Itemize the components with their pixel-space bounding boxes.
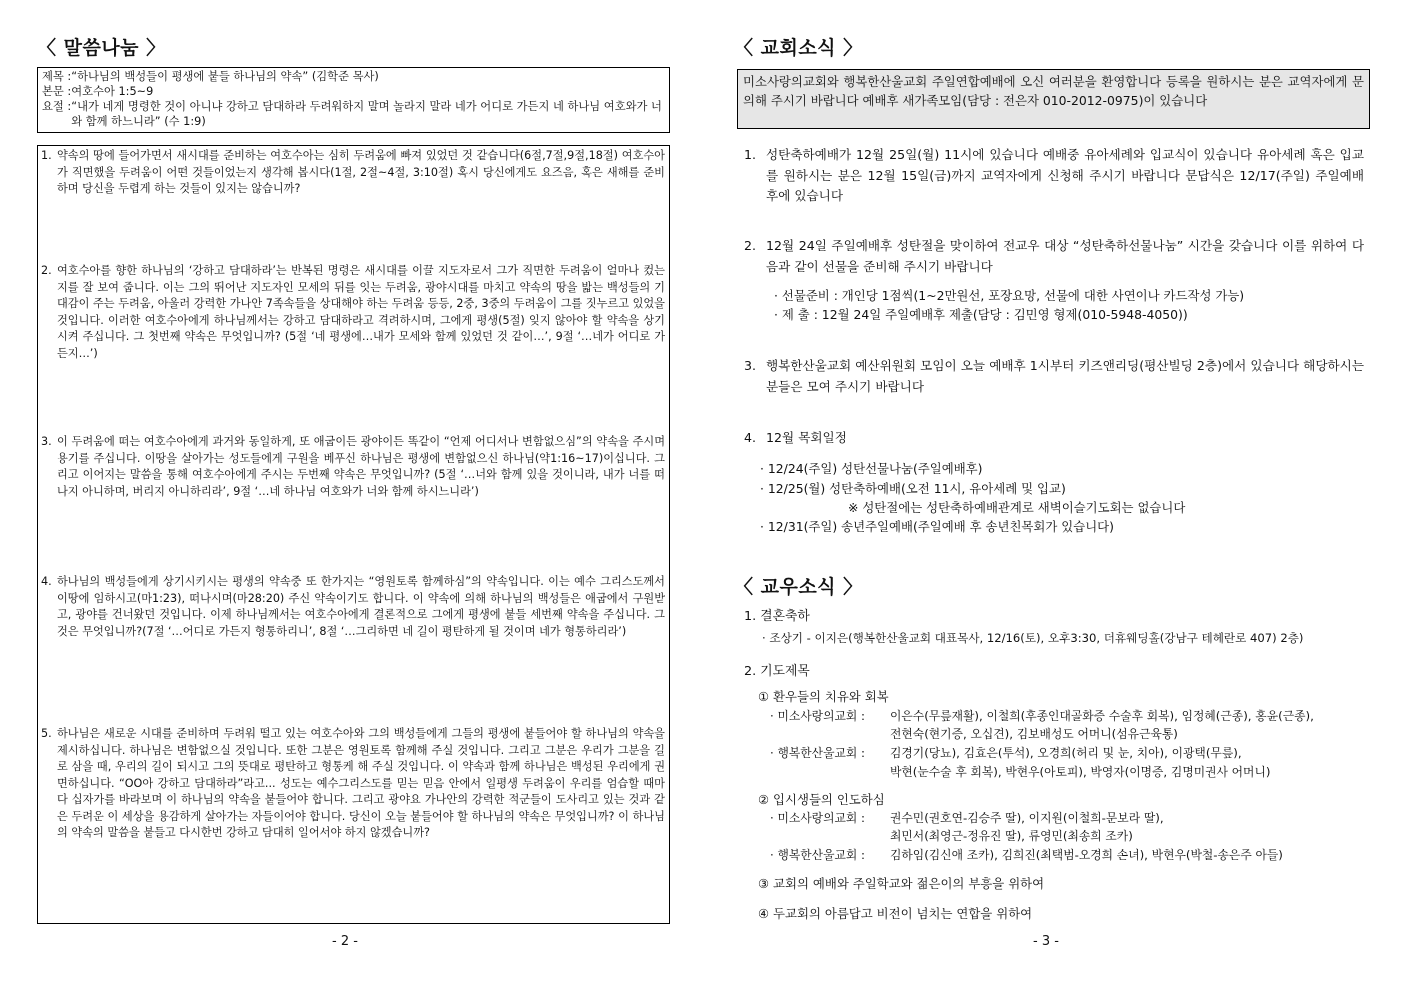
wedding-detail: · 조상기 - 이지은(행복한산울교회 대표목사, 12/16(토), 오후3:30, 더휴웨딩홀(강남구 테헤란로 407) 2층) <box>762 631 1304 645</box>
question-text: 여호수아를 향한 하나님의 ‘강하고 담대하라’는 반복된 명령은 새시대를 이끌 지도자로서 그가 직면한 두려움이 얼마나 컸는지를 잘 보여 줍니다. 이는 그의 뛰어난 지도자인 모세의 뒤를 잇는 두려움, 광야시대를 마치고 약속의 땅을 밟는 백성들의 기대감이 주는 두려움, 아울러 강력한 가나안 7족속들을 상대해야 하는 두려움 등등, 2중, 3중의 두려움이 그를 짓누르고 있었을 것입니다. 이러한 여호수아에게 하나님께서는 강하고 담대하라고 격려하시며, 그에게 평생(5절) 잊지 않아야 할 약속을 상기시켜 주십니다. 그 첫번째 약속은 무엇입니까? (5절 ‘네 평생에…내가 모세와 함께 있었던 것 같이…’, 9절 ‘…네가 어디로 가든지…’) <box>57 264 665 360</box>
prayer-1-miso-line: 이은수(무릎재활), 이철희(후종인대골화증 수술후 회복), 임정혜(근종), 홍윤(근종), <box>890 709 1314 723</box>
question-item <box>41 148 665 198</box>
left-page <box>0 0 700 992</box>
question-item <box>41 726 665 842</box>
sermon-key-verse: “내가 네게 명령한 것이 아니냐 강하고 담대하라 두려워하지 말며 놀라지 말라 네가 어디로 가든지 네 하나님 여호와가 너와 함께 하느니라” (수 1:9) <box>71 100 662 128</box>
question-number: 5. <box>41 727 52 740</box>
schedule-note: ※ 성탄절에는 성탄축하예배관계로 새벽이슬기도회는 없습니다 <box>848 500 1186 515</box>
church-news-title: 〈 교회소식 〉 <box>734 37 863 59</box>
question-text: 하나님은 새로운 시대를 준비하며 두려워 떨고 있는 여호수아와 그의 백성들에게 그들의 평생에 붙들어야 할 하나님의 약속을 제시하십니다. 하나님은 변함없으실 것입니다. 또한 그분은 영원토록 함께해 주실 것입니다. 그리고 그분은 우리가 그분을 길로 삼을 때, 우리의 길이 되시고 그의 뜻대로 평탄하고 형통케 해 주실 것입니다. 이 약속과 함께 하나님은 백성된 우리에게 권면하십니다. “OO아 강하고 담대하라”라고... 성도는 예수그리스도를 믿는 믿음 안에서 일평생 두려움이 우리를 엄습할 때마다 십자가를 바라보며 이 하나님의 약속을 붙들어야 합니다. 그리고 광야요 가나안의 강력한 적군들이 도사리고 있는 것과 같은 두려운 이 세상을 용감하게 살아가는 자들이어야 합니다. 당신이 오늘 붙들어야 할 하나님의 약속은 무엇입니까? 이 하나님의 약속의 말씀을 붙들고 다시한번 강하고 담대히 일어서야 하지 않겠습니까? <box>57 727 665 839</box>
schedule-item: · 12/25(월) 성탄축하예배(오전 11시, 유아세례 및 입교) <box>760 481 1066 496</box>
sermon-title-row <box>42 69 665 84</box>
news-number: 1. <box>744 147 757 162</box>
question-number: 2. <box>41 264 52 277</box>
sermon-title-label: 제목 : <box>42 70 72 83</box>
prayer-2-miso-label: · 미소사랑의교회 : <box>770 811 865 825</box>
prayer-1-miso-line: 전현숙(현기증, 오십견), 김보배성도 어머니(섬유근육통) <box>890 727 1178 741</box>
news-text: 12월 목회일정 <box>766 430 847 445</box>
sermon-info-box <box>37 67 670 133</box>
question-text: 약속의 땅에 들어가면서 새시대를 준비하는 여호수아는 심히 두려움에 빠져 있었던 것 같습니다(6절,7절,9절,18절) 여호수아가 직면했을 두려움이 어떤 것들이었는지 생각해 봅시다(1절, 2절~4절, 3:10절) 혹시 당신에게도 요즈음, 혹은 새해를 준비하며 당신을 두렵게 하는 것들이 있지는 않습니까? <box>57 149 665 195</box>
prayer-item-3: ③ 교회의 예배와 주일학교와 젊은이의 부흥을 위하여 <box>758 876 1045 891</box>
schedule-item: · 12/24(주일) 성탄선물나눔(주일예배후) <box>760 461 983 476</box>
prayer-1-happy-line: 박현(눈수술 후 회복), 박현우(아토피), 박영자(이명증, 김명미권사 어머니) <box>890 765 1271 779</box>
prayer-2-miso-line: 권수민(권호연-김승주 딸), 이지원(이철희-문보라 딸), <box>890 811 1164 825</box>
prayer-item-2: ② 입시생들의 인도하심 <box>758 792 885 807</box>
sermon-text-row <box>42 84 665 99</box>
prayer-2-miso-line: 최민서(최영근-정유진 딸), 류영민(최송희 조카) <box>890 829 1133 843</box>
news-number: 2. <box>744 238 757 253</box>
gift-submission: · 제 출 : 12월 24일 주일예배후 제출(담당 : 김민영 형제(010-5948-4050)) <box>774 307 1188 322</box>
news-text: 행복한산울교회 예산위원회 모임이 오늘 예배후 1시부터 키즈앤리딩(평산빌딩 2층)에서 있습니다 해당하시는 분들은 모여 주시기 바랍니다 <box>766 358 1364 394</box>
prayer-1-happy-line: 김경기(당뇨), 김효은(투석), 오경희(허리 및 눈, 치아), 이광택(무릎), <box>890 746 1242 760</box>
news-text: 12월 24일 주일예배후 성탄절을 맞이하여 전교우 대상 “성탄축하선물나눔” 시간을 갖습니다 이를 위하여 다음과 같이 선물을 준비해 주시기 바랍니다 <box>766 238 1364 274</box>
sermon-key-verse-row <box>42 99 665 129</box>
schedule-item: · 12/31(주일) 송년주일예배(주일예배 후 송년친목회가 있습니다) <box>760 519 1114 534</box>
sermon-title: “하나님의 백성들이 평생에 붙들 하나님의 약속” (김학준 목사) <box>71 70 379 83</box>
question-text: 이 두려움에 떠는 여호수아에게 과거와 동일하게, 또 애굽이든 광야이든 똑같이 “언제 어디서나 변함없으심”의 약속을 주시며 용기를 주십니다. 이땅을 살아가는 성도들에게 구원을 베푸신 하나님은 평생에 변함없으신 하나님(약1:16~17)이십니다. 그리고 이어지는 말씀을 통해 여호수아에게 주시는 두번째 약속은 무엇입니까? (5절 ‘…너와 함께 있을 것이니라, 내가 너를 떠나지 아니하며, 버리지 아니하리라’, 9절 ‘…네 하나님 여호와가 너와 함께 하시느니라’) <box>57 435 665 498</box>
gift-preparation: · 선물준비 : 개인당 1점씩(1~2만원선, 포장요망, 선물에 대한 사연이나 카드작성 가능) <box>774 288 1245 303</box>
sermon-text: 여호수아 1:5~9 <box>71 85 154 98</box>
news-text: 성탄축하예배가 12월 25일(월) 11시에 있습니다 예배중 유아세례와 입교식이 있습니다 유아세례 혹은 입교를 원하시는 분은 12월 15일(금)까지 교역자에게 신청해 주시기 바랍니다 문답식은 12/17(주일) 주일예배 후에 있습니다 <box>766 147 1364 203</box>
question-number: 3. <box>41 435 52 448</box>
members-news-title: 〈 교우소식 〉 <box>734 576 863 598</box>
sermon-text-label: 본문 : <box>42 85 72 98</box>
news-item <box>744 145 1364 207</box>
prayer-1-miso-label: · 미소사랑의교회 : <box>770 709 865 723</box>
question-number: 4. <box>41 575 52 588</box>
welcome-box: 미소사랑의교회와 행복한산울교회 주일연합예배에 오신 여러분을 환영합니다 등록을 원하시는 분은 교역자에게 문의해 주시기 바랍니다 예배후 새가족모임(담당 : 전은자 010-2012-0975)이 있습니다 <box>737 69 1370 129</box>
news-item <box>744 356 1364 397</box>
news-number: 3. <box>744 358 757 373</box>
question-number: 1. <box>41 149 52 162</box>
news-item <box>744 236 1364 277</box>
prayer-item-4: ④ 두교회의 아름답고 비전이 넘치는 연합을 위하여 <box>758 906 1033 921</box>
sermon-key-verse-label: 요절 : <box>42 100 72 113</box>
question-item <box>41 434 665 500</box>
prayer-2-happy-line: 김하임(김신애 조카), 김희진(최택범-오경희 손녀), 박현우(박철-송은주 아들) <box>890 848 1283 862</box>
sermon-section-title: 〈 말씀나눔 〉 <box>37 37 166 59</box>
question-text: 하나님의 백성들에게 상기시키시는 평생의 약속중 또 한가지는 “영원토록 함께하심”의 약속입니다. 이는 예수 그리스도께서 이땅에 임하시고(마1:23), 떠나시며(마28:20) 주신 약속이기도 합니다. 이 약속에 의해 하나님의 백성들은 애굽에서 구원받고, 광야를 건너왔던 것입니다. 이제 하나님께서는 여호수아에게 결론적으로 그에게 평생에 붙들 세번째 약속을 주십니다. 그것은 무엇입니까?(7절 ‘…어디로 가든지 형통하리니’, 8절 ‘…그리하면 네 길이 평탄하게 될 것이며 네가 형통하리라’) <box>57 575 665 638</box>
prayer-title: 2. 기도제목 <box>744 664 810 679</box>
page-number-left: - 2 - <box>332 934 358 949</box>
page-number-right: - 3 - <box>1033 934 1059 949</box>
question-box <box>37 145 670 924</box>
question-item <box>41 574 665 640</box>
wedding-title: 1. 결혼축하 <box>744 609 810 624</box>
question-item <box>41 263 665 362</box>
prayer-2-happy-label: · 행복한산울교회 : <box>770 848 865 862</box>
news-number: 4. <box>744 430 757 445</box>
right-page <box>700 0 1403 992</box>
prayer-1-happy-label: · 행복한산울교회 : <box>770 746 865 760</box>
prayer-item-1: ① 환우들의 치유와 회복 <box>758 689 889 704</box>
news-item <box>744 428 1364 449</box>
